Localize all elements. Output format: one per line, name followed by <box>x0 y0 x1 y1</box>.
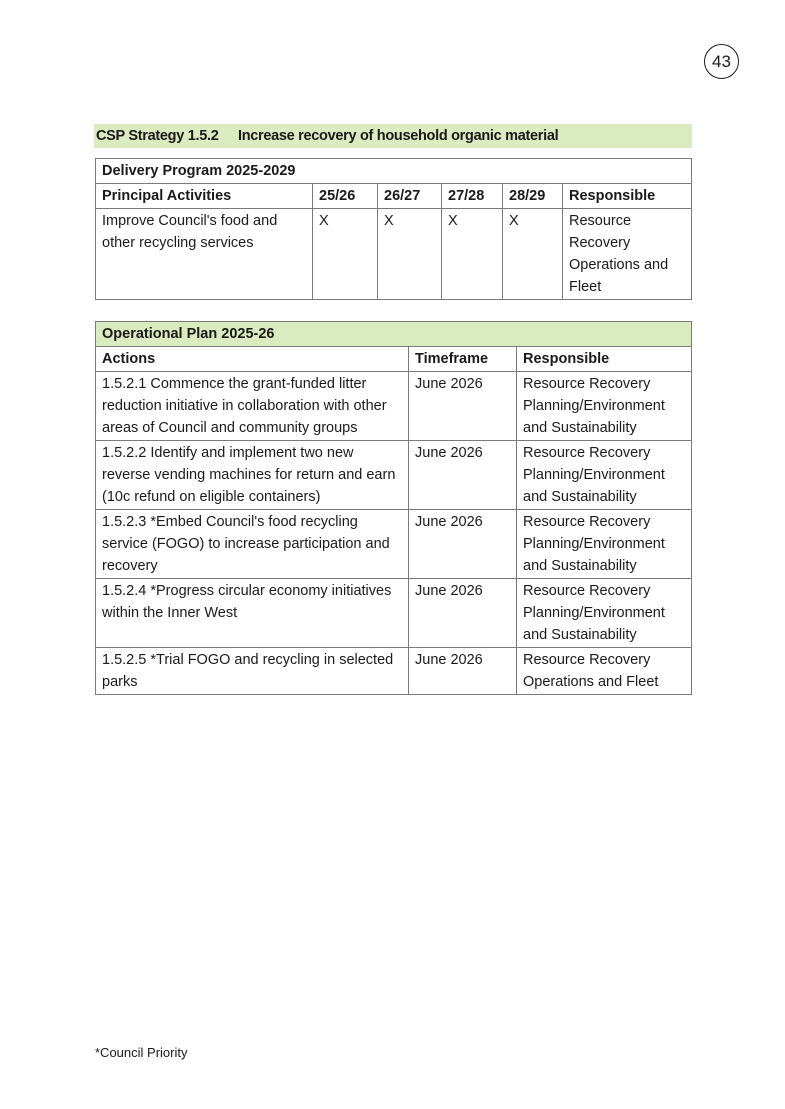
responsible-cell: Resource Recovery Planning/Environment and Sustainability <box>517 579 692 648</box>
operational-plan-title: Operational Plan 2025-26 <box>96 322 692 347</box>
year-mark-cell: X <box>442 209 503 300</box>
year-mark-cell: X <box>503 209 563 300</box>
timeframe-cell: June 2026 <box>409 510 517 579</box>
column-header: 28/29 <box>503 184 563 209</box>
table-row <box>96 579 692 648</box>
column-header: Responsible <box>563 184 692 209</box>
operational-plan-table <box>95 321 692 695</box>
action-cell: 1.5.2.3 *Embed Council's food recycling service (FOGO) to increase participation and recovery <box>96 510 409 579</box>
strategy-heading <box>94 124 692 148</box>
table-row <box>96 648 692 695</box>
column-header: 25/26 <box>313 184 378 209</box>
column-header: 27/28 <box>442 184 503 209</box>
timeframe-cell: June 2026 <box>409 579 517 648</box>
responsible-cell: Resource Recovery Planning/Environment and Sustainability <box>517 441 692 510</box>
year-mark-cell: X <box>313 209 378 300</box>
column-header: Responsible <box>517 347 692 372</box>
column-header: 26/27 <box>378 184 442 209</box>
table-row <box>96 510 692 579</box>
year-mark-cell: X <box>378 209 442 300</box>
activity-cell: Improve Council's food and other recycling services <box>96 209 313 300</box>
action-cell: 1.5.2.2 Identify and implement two new reverse vending machines for return and earn (10c refund on eligible containers) <box>96 441 409 510</box>
delivery-program-title: Delivery Program 2025-2029 <box>96 159 692 184</box>
table-row <box>96 209 692 300</box>
responsible-cell: Resource Recovery Operations and Fleet <box>563 209 692 300</box>
timeframe-cell: June 2026 <box>409 441 517 510</box>
table-row <box>96 441 692 510</box>
strategy-title: Increase recovery of household organic material <box>238 128 559 144</box>
responsible-cell: Resource Recovery Operations and Fleet <box>517 648 692 695</box>
action-cell: 1.5.2.4 *Progress circular economy initiatives within the Inner West <box>96 579 409 648</box>
timeframe-cell: June 2026 <box>409 648 517 695</box>
action-cell: 1.5.2.5 *Trial FOGO and recycling in selected parks <box>96 648 409 695</box>
column-header: Actions <box>96 347 409 372</box>
column-header: Principal Activities <box>96 184 313 209</box>
timeframe-cell: June 2026 <box>409 372 517 441</box>
table-row <box>96 372 692 441</box>
operational-header-row <box>96 347 692 372</box>
delivery-program-table <box>95 158 692 300</box>
page-number-text: 43 <box>712 51 731 71</box>
delivery-header-row <box>96 184 692 209</box>
footnote: *Council Priority <box>95 1045 188 1060</box>
column-header: Timeframe <box>409 347 517 372</box>
responsible-cell: Resource Recovery Planning/Environment and Sustainability <box>517 510 692 579</box>
page-number <box>704 44 739 79</box>
responsible-cell: Resource Recovery Planning/Environment and Sustainability <box>517 372 692 441</box>
strategy-code: CSP Strategy 1.5.2 <box>96 128 219 144</box>
action-cell: 1.5.2.1 Commence the grant-funded litter reduction initiative in collaboration with other areas of Council and community groups <box>96 372 409 441</box>
